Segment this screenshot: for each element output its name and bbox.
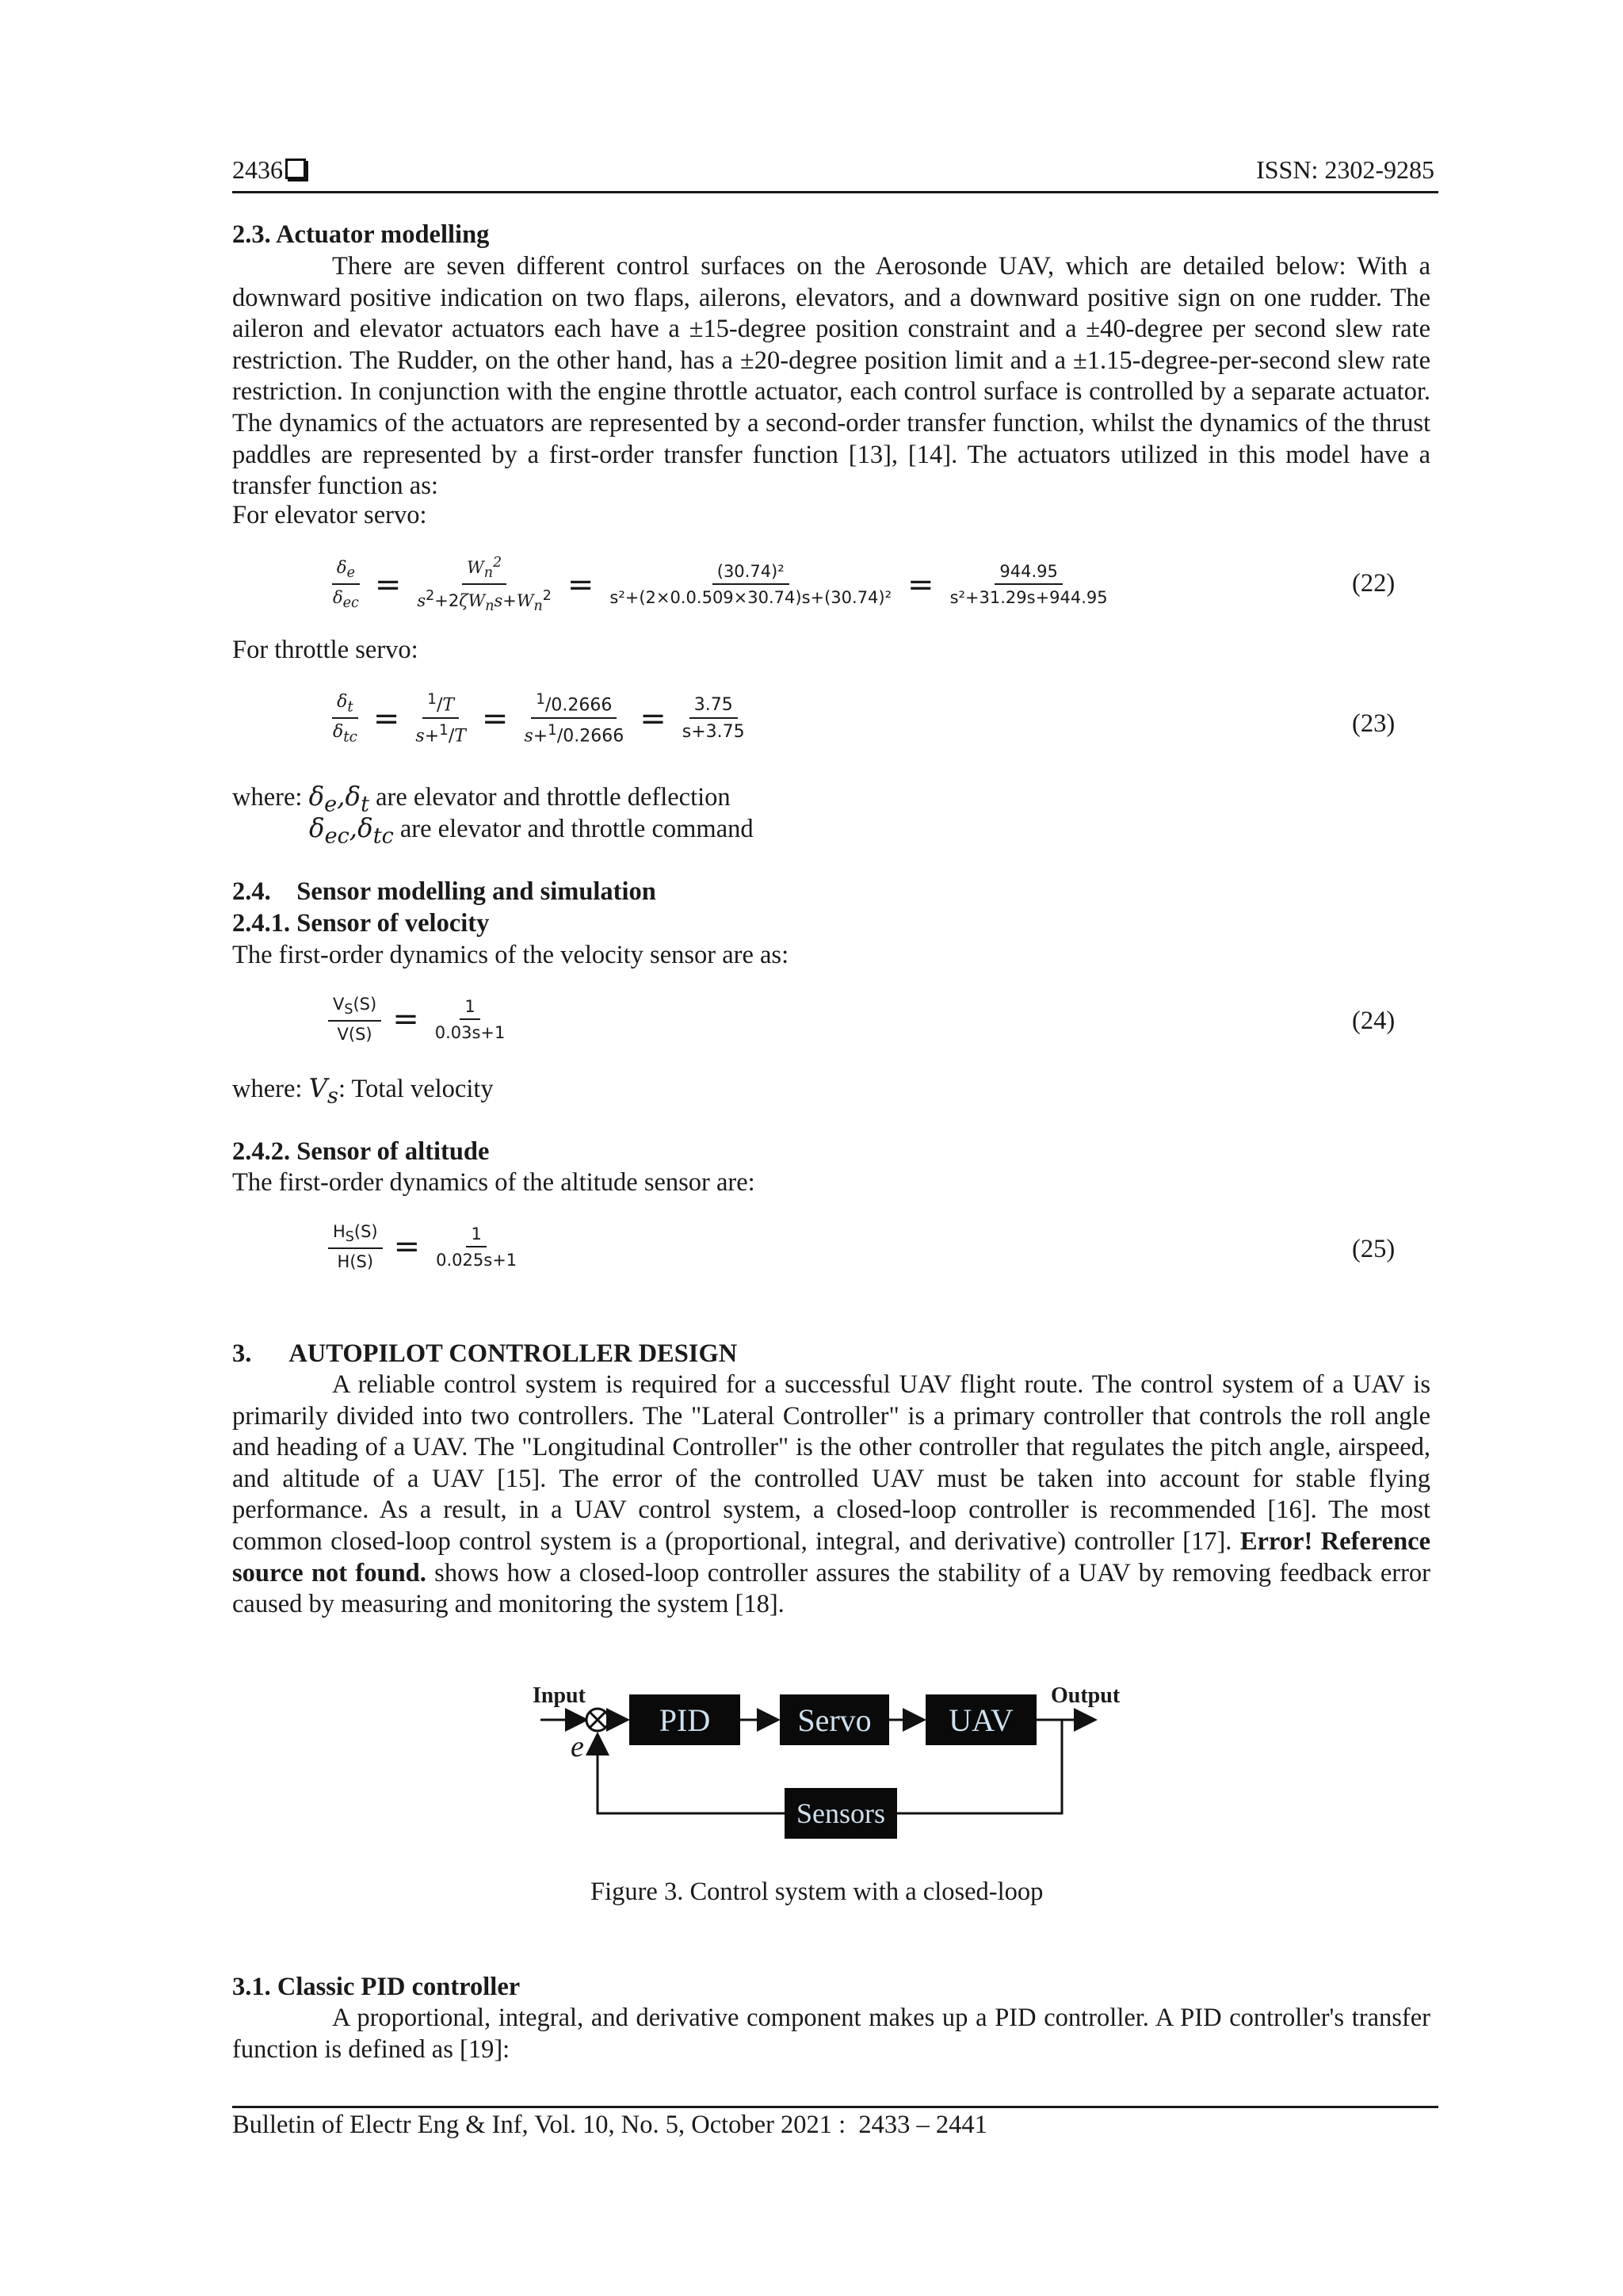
fraction: $\frac{3.75}{s+3.75}$ (682, 695, 745, 743)
fraction: $\frac{944.95}{\text{s²+31.29s+944.95}}$ (949, 562, 1108, 608)
fraction: $\frac{^1/T}{s+^1/T}$ (415, 691, 466, 747)
reference-error: Error! Reference source not found. (232, 1526, 1430, 1587)
elevator-servo-label: For elevator servo: (232, 501, 427, 529)
equation-25: $\frac{H_S(S)}{H(S)}$ = $\frac{1}{0.025s+1}$ (325, 1222, 525, 1271)
equation-number-25: (25) (1352, 1235, 1396, 1263)
footer-text: Bulletin of Electr Eng & Inf, Vol. 10, No. 5, October 2021 : 2433 – 2441 (232, 2111, 987, 2139)
output-label: Output (1051, 1683, 1121, 1708)
section-heading-3: 3. AUTOPILOT CONTROLLER DESIGN (232, 1339, 738, 1368)
paragraph: There are seven different control surfaces on the Aerosonde UAV, which are detailed below: With a downward positive indication on two flaps, ailerons, elevators, and a downward positive sign on one rudder. The aileron and elevator actuators each have a ±15-degree position constraint and a ±40-degree per second slew rate restriction. The Rudder, on the other hand, has a ±20-degree position limit and a ±1.15-degree-per-second slew rate restriction. In conjunction with the engine throttle actuator, each control surface is controlled by a separate actuator. The dynamics of the actuators are represented by a second-order transfer function, whilst the dynamics of the thrust paddles are represented by a first-order transfer function [13], [14]. The actuators utilized in this model have a transfer function as: (232, 252, 1430, 501)
section-heading-2-3: 2.3. Actuator modelling (232, 220, 490, 249)
fraction: $\frac{W_n^2}{s^2+2\zeta W_ns+W_n^2}$ (417, 555, 552, 615)
section-3-body (232, 1370, 1430, 1621)
where-line-1: where: $\delta_e,\delta_t$ are elevator and throttle deflection (232, 781, 731, 817)
subsection-heading-2-4-1: 2.4.1. Sensor of velocity (232, 909, 490, 938)
section-heading-2-4: 2.4. Sensor modelling and simulation (232, 877, 656, 906)
fraction: $\frac{\delta_e}{\delta_{ec}}$ (333, 558, 359, 612)
altitude-sensor-text: The first-order dynamics of the altitude sensor are: (232, 1168, 755, 1197)
fraction: $\frac{\delta_t}{\delta_{tc}}$ (333, 691, 357, 746)
issn: ISSN: 2302-9285 (1256, 155, 1434, 184)
figure-3 (523, 1680, 1141, 1855)
equation-23: $\frac{\delta_t}{\delta_{tc}}$ = $\frac{^1/T}{s+^1/T}$ = $\frac{^1/0.2666}{s+^1/0.2666}$ = $\frac{3.75}{s+3.75}$ (325, 691, 753, 747)
page-number: 2436 (232, 155, 306, 185)
subsection-heading-2-4-2: 2.4.2. Sensor of altitude (232, 1137, 490, 1166)
servo-block: Servo (780, 1694, 889, 1745)
header-rule (232, 191, 1438, 193)
equation-22: $\frac{\delta_e}{\delta_{ec}}$ = $\frac{W_n^2}{s^2+2\zeta W_ns+W_n^2}$ = $\frac{\text{(30.74)²}}{\text{s²+(2×0.0.509×30.74)s+(30.74)²}}$ = $\frac{944.95}{\text{s²+31.29s+944.95}}$ (325, 555, 1116, 614)
where-line-2: $\delta_{ec},\delta_{tc}$ are elevator and throttle command (309, 813, 754, 849)
error-label: e (571, 1730, 584, 1763)
fraction: $\frac{^1/0.2666}{s+^1/0.2666}$ (524, 691, 624, 747)
section-heading-3-1: 3.1. Classic PID controller (232, 1973, 521, 2001)
fraction: $\frac{1}{0.025s+1}$ (436, 1224, 517, 1270)
square-icon (285, 159, 306, 179)
fraction: $\frac{H_S(S)}{H(S)}$ (328, 1222, 383, 1271)
input-label: Input (533, 1683, 586, 1708)
fraction: $\frac{1}{0.03s+1}$ (434, 996, 506, 1042)
paragraph: A reliable control system is required for a successful UAV flight route. The control system of a UAV is primarily divided into two controllers. The "Lateral Controller" is a primary controller that controls the roll angle and heading of a UAV. The "Longitudinal Controller" is the other controller that regulates the pitch angle, airspeed, and altitude of a UAV [15]. The error of the controlled UAV must be taken into account for stable flying performance. As a result, in a UAV control system, a closed-loop controller is recommended [16]. The most common closed-loop control system is a (proportional, integral, and derivative) controller [17]. Error! Reference source not found. shows how a closed-loop controller assures the stability of a UAV by removing feedback error caused by measuring and monitoring the system [18]. (232, 1370, 1430, 1619)
paragraph: A proportional, integral, and derivative component makes up a PID controller. A PID controller's transfer function is defined as [19]: (232, 2004, 1430, 2064)
footer-rule (232, 2106, 1438, 2108)
uav-block: UAV (926, 1694, 1037, 1745)
equation-24: $\frac{V_S(S)}{V(S)}$ = $\frac{1}{0.03s+1}$ (325, 995, 513, 1044)
equation-number-23: (23) (1352, 709, 1396, 738)
velocity-where: where: $V_s$: Total velocity (232, 1073, 494, 1109)
equation-number-22: (22) (1352, 569, 1396, 598)
sensors-block: Sensors (785, 1788, 897, 1839)
velocity-sensor-text: The first-order dynamics of the velocity sensor are as: (232, 941, 789, 969)
section-3-1-body (232, 2003, 1430, 2065)
throttle-servo-label: For throttle servo: (232, 636, 418, 664)
pid-block: PID (629, 1694, 740, 1745)
section-2-3-body (232, 251, 1430, 502)
figure-caption: Figure 3. Control system with a closed-loop (590, 1878, 1044, 1906)
equation-number-24: (24) (1352, 1007, 1396, 1035)
fraction: $\frac{\text{(30.74)²}}{\text{s²+(2×0.0.509×30.74)s+(30.74)²}}$ (609, 562, 892, 608)
fraction: $\frac{V_S(S)}{V(S)}$ (328, 995, 381, 1044)
